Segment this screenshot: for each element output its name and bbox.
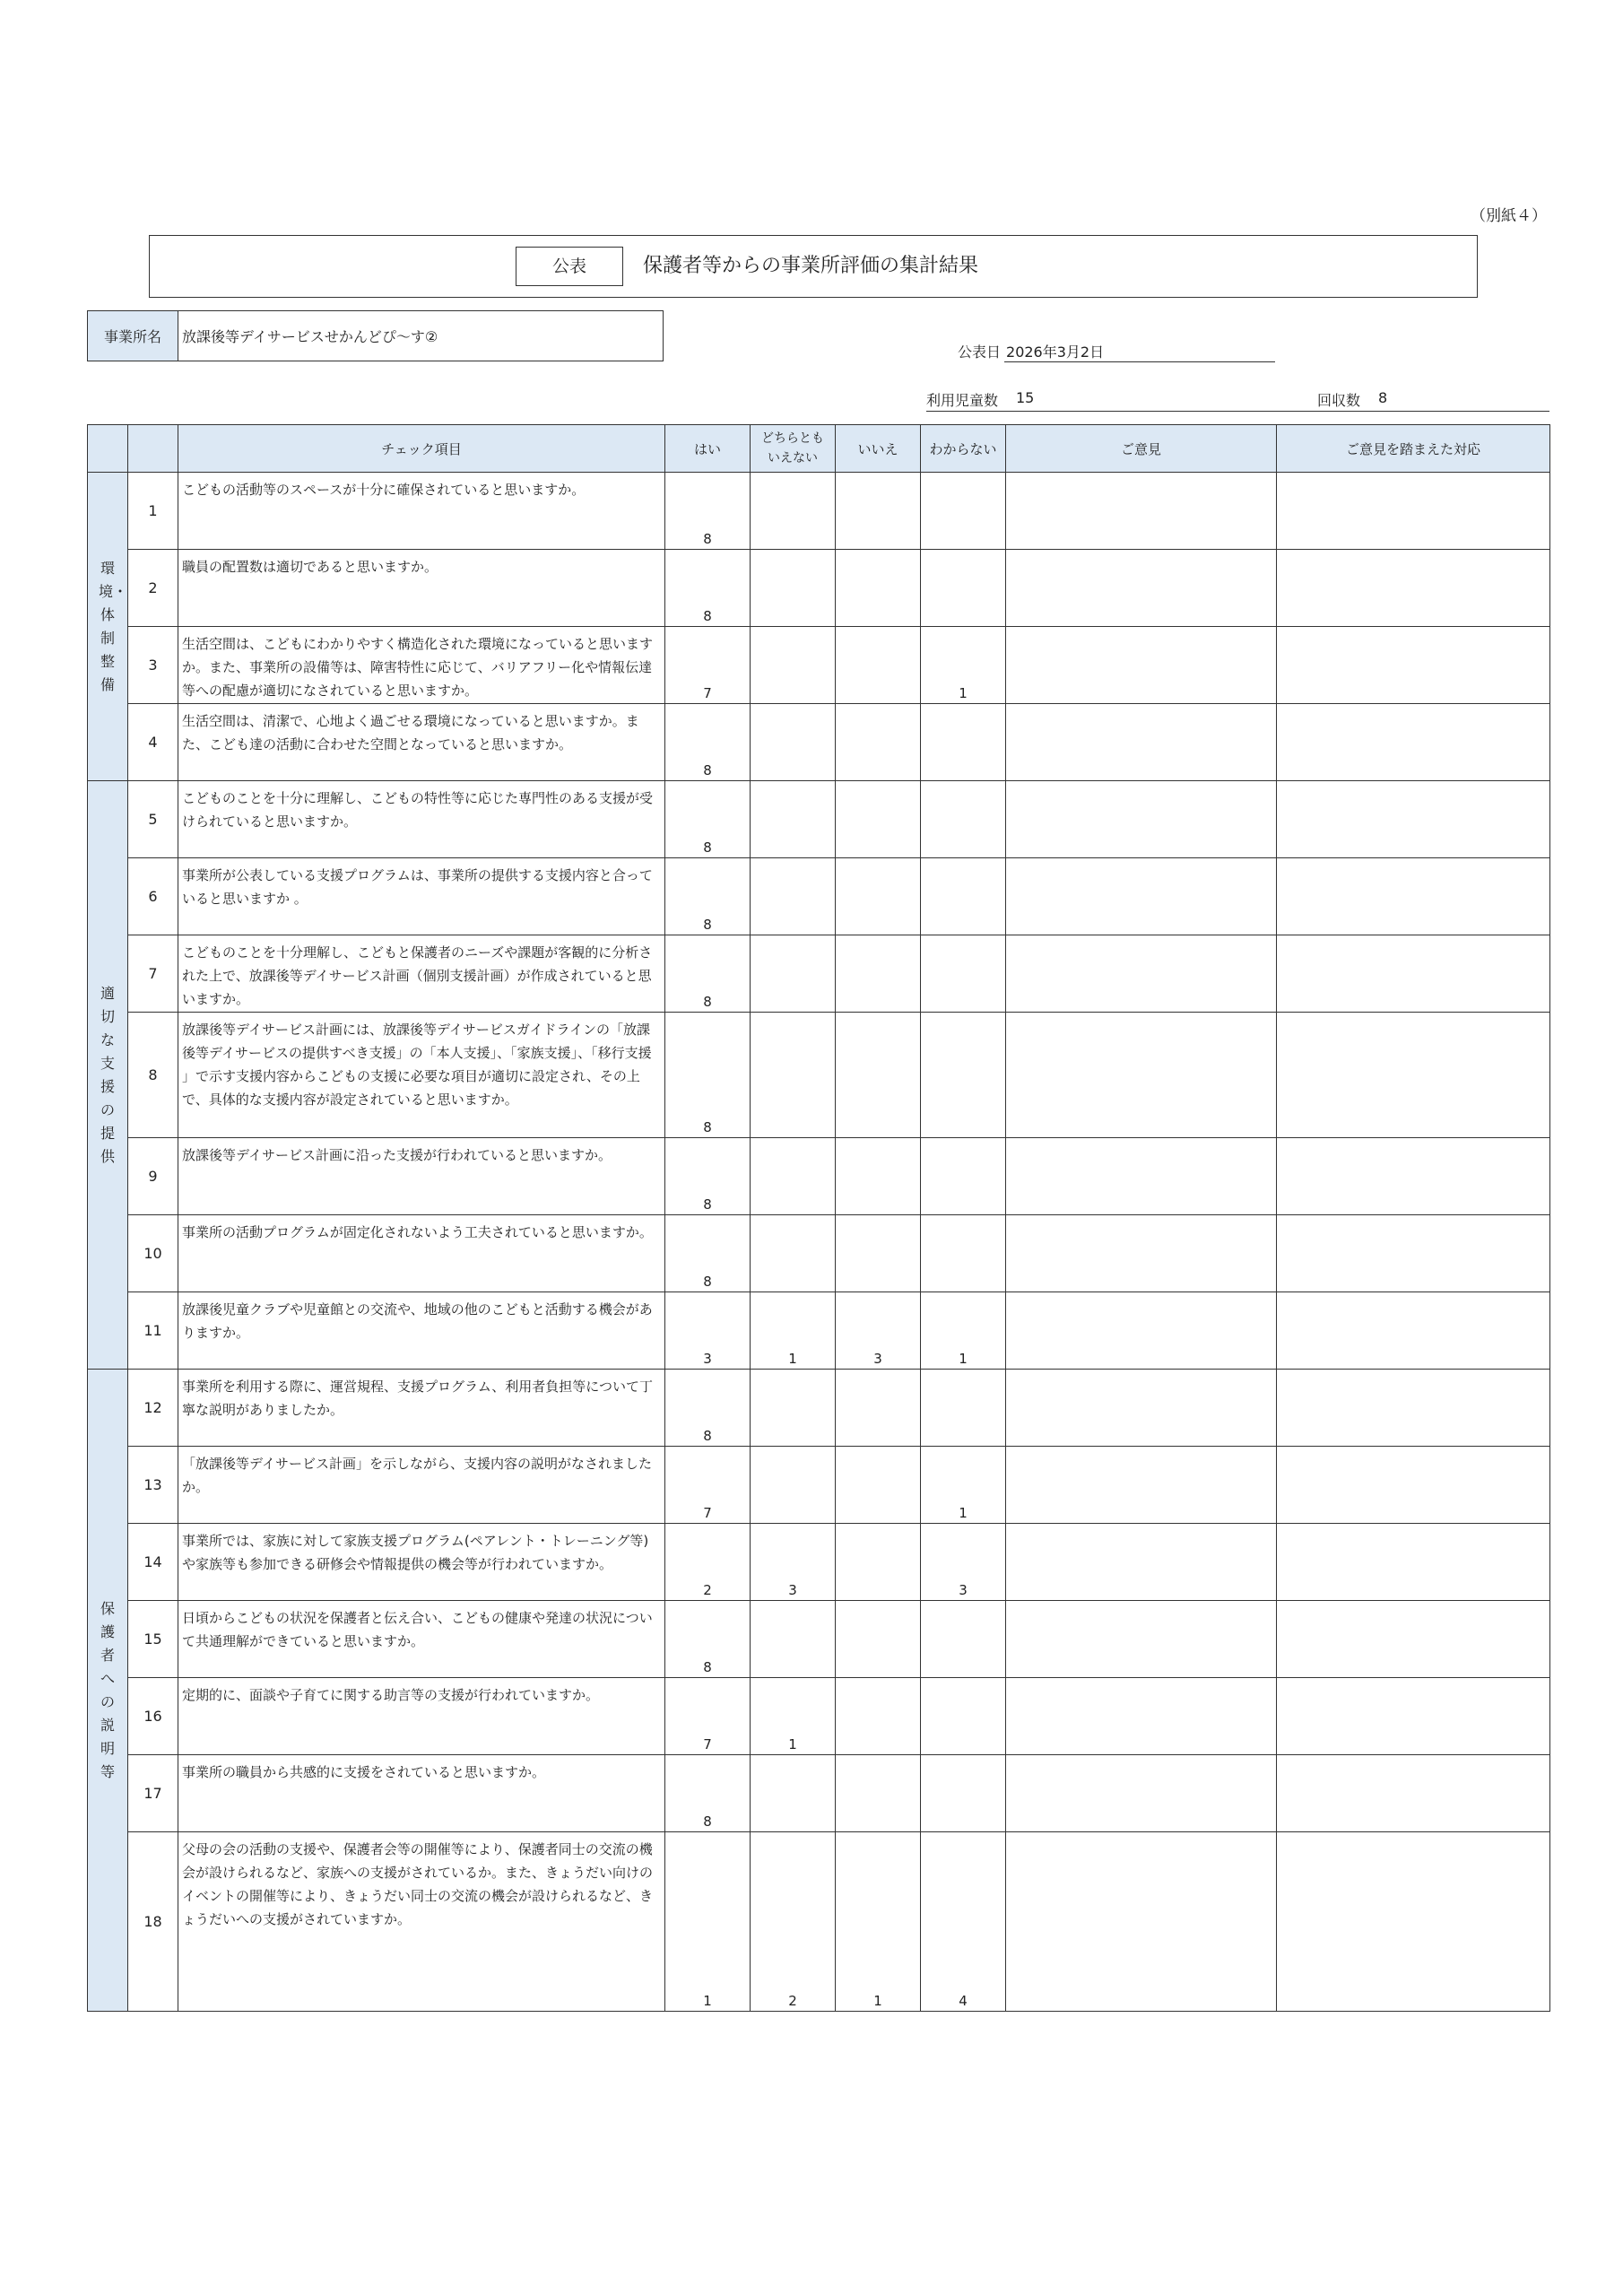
count-unknown <box>921 1370 1006 1447</box>
table-row <box>88 1013 1550 1138</box>
response-cell <box>1277 858 1550 935</box>
response-cell <box>1277 1601 1550 1678</box>
row-number: 3 <box>128 627 178 704</box>
row-number: 14 <box>128 1524 178 1601</box>
row-number: 11 <box>128 1292 178 1370</box>
header-yes: はい <box>665 425 751 473</box>
opinion-cell <box>1006 935 1277 1013</box>
evaluation-table <box>87 424 1550 2012</box>
question-text: 生活空間は、こどもにわかりやすく構造化された環境になっていると思いますか。また、事業所の設備等は、障害特性に応じて、バリアフリー化や情報伝達等への配慮が適切になされていると思いますか。 <box>178 627 665 704</box>
count-neither <box>751 1755 836 1832</box>
count-unknown <box>921 1601 1006 1678</box>
response-cell <box>1277 473 1550 550</box>
count-unknown <box>921 1678 1006 1755</box>
header-opinion: ご意見 <box>1006 425 1277 473</box>
question-text: 生活空間は、清潔で、心地よく過ごせる環境になっていると思いますか。また、こども達の活動に合わせた空間となっていると思いますか。 <box>178 704 665 781</box>
opinion-cell <box>1006 1138 1277 1215</box>
count-unknown <box>921 781 1006 858</box>
count-neither <box>751 1601 836 1678</box>
count-yes: 2 <box>665 1524 751 1601</box>
table-row <box>88 704 1550 781</box>
count-yes: 8 <box>665 858 751 935</box>
response-cell <box>1277 1013 1550 1138</box>
table-row <box>88 858 1550 935</box>
count-yes: 8 <box>665 935 751 1013</box>
count-neither <box>751 858 836 935</box>
question-text: 事業所では、家族に対して家族支援プログラム(ペアレント・トレーニング等)や家族等も参加できる研修会や情報提供の機会等が行われていますか。 <box>178 1524 665 1601</box>
table-row <box>88 473 1550 550</box>
response-cell <box>1277 1447 1550 1524</box>
table-row <box>88 1447 1550 1524</box>
question-text: 父母の会の活動の支援や、保護者会等の開催等により、保護者同士の交流の機会が設けられるなど、家族への支援がされているか。また、きょうだい向けのイベントの開催等により、きょうだい同士の交流の機会が設けられるなど、きょうだいへの支援がされていますか。 <box>178 1832 665 2012</box>
opinion-cell <box>1006 1292 1277 1370</box>
row-number: 18 <box>128 1832 178 2012</box>
count-neither <box>751 1013 836 1138</box>
responses-count-label: 回収数 <box>1317 392 1361 409</box>
count-no <box>836 935 921 1013</box>
question-text: 職員の配置数は適切であると思いますか。 <box>178 550 665 627</box>
opinion-cell <box>1006 704 1277 781</box>
question-text: 事業所を利用する際に、運営規程、支援プログラム、利用者負担等について丁寧な説明がありましたか。 <box>178 1370 665 1447</box>
question-text: 事業所が公表している支援プログラムは、事業所の提供する支援内容と合っていると思いますか 。 <box>178 858 665 935</box>
table-row <box>88 1370 1550 1447</box>
count-neither <box>751 627 836 704</box>
row-number: 15 <box>128 1601 178 1678</box>
count-neither: 2 <box>751 1832 836 2012</box>
count-unknown: 1 <box>921 1447 1006 1524</box>
table-row <box>88 627 1550 704</box>
count-no: 3 <box>836 1292 921 1370</box>
count-yes: 8 <box>665 1215 751 1292</box>
question-text: 放課後等デイサービス計画に沿った支援が行われていると思いますか。 <box>178 1138 665 1215</box>
category-cell <box>88 1370 128 2012</box>
header-category <box>88 425 128 473</box>
count-yes: 7 <box>665 627 751 704</box>
children-count-label: 利用児童数 <box>926 392 999 409</box>
count-yes: 8 <box>665 1013 751 1138</box>
count-neither <box>751 550 836 627</box>
table-row <box>88 935 1550 1013</box>
office-label: 事業所名 <box>88 311 178 361</box>
count-no <box>836 1370 921 1447</box>
count-no <box>836 1524 921 1601</box>
opinion-cell <box>1006 1215 1277 1292</box>
response-cell <box>1277 1138 1550 1215</box>
count-no <box>836 1138 921 1215</box>
row-number: 9 <box>128 1138 178 1215</box>
count-no <box>836 781 921 858</box>
count-unknown <box>921 550 1006 627</box>
row-number: 1 <box>128 473 178 550</box>
header-check-item: チェック項目 <box>178 425 665 473</box>
publish-date-value: 2026年3月2日 <box>1004 341 1275 362</box>
count-no <box>836 704 921 781</box>
opinion-cell <box>1006 1370 1277 1447</box>
row-number: 5 <box>128 781 178 858</box>
publish-date-field <box>958 341 1275 362</box>
count-unknown <box>921 1755 1006 1832</box>
opinion-cell <box>1006 1678 1277 1755</box>
count-no <box>836 627 921 704</box>
opinion-cell <box>1006 550 1277 627</box>
question-text: こどものことを十分に理解し、こどもの特性等に応じた専門性のある支援が受けられていると思いますか。 <box>178 781 665 858</box>
question-text: 放課後等デイサービス計画には、放課後等デイサービスガイドラインの「放課後等デイサービスの提供すべき支援」の「本人支援」、「家族支援」、「移行支援 」で示す支援内容からこどもの支援に必要な項目が適切に設定され、その上で、具体的な支援内容が設定されていると思いますか。 <box>178 1013 665 1138</box>
category-label: 環境・体制整備 <box>99 559 128 693</box>
category-cell <box>88 473 128 781</box>
header-response: ご意見を踏まえた対応 <box>1277 425 1550 473</box>
office-name: 放課後等デイサービスせかんどぴ～す② <box>182 328 438 345</box>
question-text: 事業所の職員から共感的に支援をされていると思いますか。 <box>178 1755 665 1832</box>
opinion-cell <box>1006 1601 1277 1678</box>
response-cell <box>1277 1292 1550 1370</box>
count-yes: 3 <box>665 1292 751 1370</box>
count-unknown <box>921 1215 1006 1292</box>
response-cell <box>1277 550 1550 627</box>
header-number <box>128 425 178 473</box>
count-yes: 8 <box>665 550 751 627</box>
question-text: 定期的に、面談や子育てに関する助言等の支援が行われていますか。 <box>178 1678 665 1755</box>
count-unknown <box>921 935 1006 1013</box>
table-header-row <box>88 425 1550 473</box>
count-neither <box>751 1138 836 1215</box>
count-no <box>836 1215 921 1292</box>
count-yes: 7 <box>665 1447 751 1524</box>
opinion-cell <box>1006 1524 1277 1601</box>
row-number: 7 <box>128 935 178 1013</box>
count-yes: 8 <box>665 1370 751 1447</box>
publication-badge: 公表 <box>516 247 623 286</box>
count-neither: 1 <box>751 1292 836 1370</box>
row-number: 6 <box>128 858 178 935</box>
count-unknown: 4 <box>921 1832 1006 2012</box>
response-cell <box>1277 1755 1550 1832</box>
response-cell <box>1277 1678 1550 1755</box>
count-unknown <box>921 704 1006 781</box>
count-yes: 7 <box>665 1678 751 1755</box>
response-cell <box>1277 1832 1550 2012</box>
table-row <box>88 1601 1550 1678</box>
opinion-cell <box>1006 473 1277 550</box>
count-unknown: 3 <box>921 1524 1006 1601</box>
row-number: 8 <box>128 1013 178 1138</box>
opinion-cell <box>1006 858 1277 935</box>
table-row <box>88 1292 1550 1370</box>
row-number: 17 <box>128 1755 178 1832</box>
question-text: 放課後児童クラブや児童館との交流や、地域の他のこどもと活動する機会がありますか。 <box>178 1292 665 1370</box>
count-no <box>836 550 921 627</box>
response-cell <box>1277 627 1550 704</box>
attachment-label: （別紙４） <box>1471 207 1547 225</box>
office-field <box>87 310 664 361</box>
count-neither <box>751 1215 836 1292</box>
question-text: こどものことを十分理解し、こどもと保護者のニーズや課題が客観的に分析された上で、放課後等デイサービス計画（個別支援計画）が作成されていると思いますか。 <box>178 935 665 1013</box>
response-cell <box>1277 1215 1550 1292</box>
count-no <box>836 1755 921 1832</box>
count-unknown <box>921 858 1006 935</box>
children-count-value: 15 <box>1016 389 1035 406</box>
count-neither <box>751 781 836 858</box>
table-row <box>88 1755 1550 1832</box>
document-header <box>149 235 1478 298</box>
count-no <box>836 1601 921 1678</box>
opinion-cell <box>1006 781 1277 858</box>
count-no <box>836 1013 921 1138</box>
opinion-cell <box>1006 1013 1277 1138</box>
table-row <box>88 1138 1550 1215</box>
header-unknown: わからない <box>921 425 1006 473</box>
count-unknown <box>921 473 1006 550</box>
count-unknown: 1 <box>921 627 1006 704</box>
page-title: 保護者等からの事業所評価の集計結果 <box>643 255 979 277</box>
table-row <box>88 1215 1550 1292</box>
count-unknown <box>921 1138 1006 1215</box>
count-unknown <box>921 1013 1006 1138</box>
response-cell <box>1277 935 1550 1013</box>
header-neither: どちらとも いえない <box>751 425 836 473</box>
count-yes: 8 <box>665 1138 751 1215</box>
count-yes: 8 <box>665 781 751 858</box>
row-number: 4 <box>128 704 178 781</box>
count-yes: 8 <box>665 1601 751 1678</box>
table-row <box>88 1832 1550 2012</box>
count-yes: 1 <box>665 1832 751 2012</box>
count-neither <box>751 935 836 1013</box>
table-row <box>88 1524 1550 1601</box>
stats-line <box>926 389 1549 412</box>
count-neither: 3 <box>751 1524 836 1601</box>
count-neither <box>751 704 836 781</box>
opinion-cell <box>1006 1755 1277 1832</box>
question-text: 日頃からこどもの状況を保護者と伝え合い、こどもの健康や発達の状況について共通理解ができていると思いますか。 <box>178 1601 665 1678</box>
opinion-cell <box>1006 1447 1277 1524</box>
count-yes: 8 <box>665 704 751 781</box>
category-label: 適切な支援の提供 <box>100 984 115 1165</box>
table-row <box>88 781 1550 858</box>
question-text: 「放課後等デイサービス計画」を示しながら、支援内容の説明がなされましたか。 <box>178 1447 665 1524</box>
response-cell <box>1277 704 1550 781</box>
count-unknown: 1 <box>921 1292 1006 1370</box>
count-no <box>836 1678 921 1755</box>
header-no: いいえ <box>836 425 921 473</box>
count-no <box>836 858 921 935</box>
row-number: 2 <box>128 550 178 627</box>
count-no <box>836 473 921 550</box>
opinion-cell <box>1006 627 1277 704</box>
question-text: 事業所の活動プログラムが固定化されないよう工夫されていると思いますか。 <box>178 1215 665 1292</box>
count-neither <box>751 473 836 550</box>
count-no: 1 <box>836 1832 921 2012</box>
count-no <box>836 1447 921 1524</box>
response-cell <box>1277 1524 1550 1601</box>
row-number: 13 <box>128 1447 178 1524</box>
opinion-cell <box>1006 1832 1277 2012</box>
row-number: 16 <box>128 1678 178 1755</box>
row-number: 12 <box>128 1370 178 1447</box>
publish-date-label: 公表日 <box>958 344 1002 361</box>
table-row <box>88 1678 1550 1755</box>
response-cell <box>1277 781 1550 858</box>
row-number: 10 <box>128 1215 178 1292</box>
responses-count-value: 8 <box>1378 389 1388 406</box>
count-neither: 1 <box>751 1678 836 1755</box>
category-cell <box>88 781 128 1370</box>
count-neither <box>751 1370 836 1447</box>
count-neither <box>751 1447 836 1524</box>
count-yes: 8 <box>665 1755 751 1832</box>
count-yes: 8 <box>665 473 751 550</box>
category-label: 保護者への説明等 <box>100 1599 115 1780</box>
response-cell <box>1277 1370 1550 1447</box>
question-text: こどもの活動等のスペースが十分に確保されていると思いますか。 <box>178 473 665 550</box>
table-row <box>88 550 1550 627</box>
